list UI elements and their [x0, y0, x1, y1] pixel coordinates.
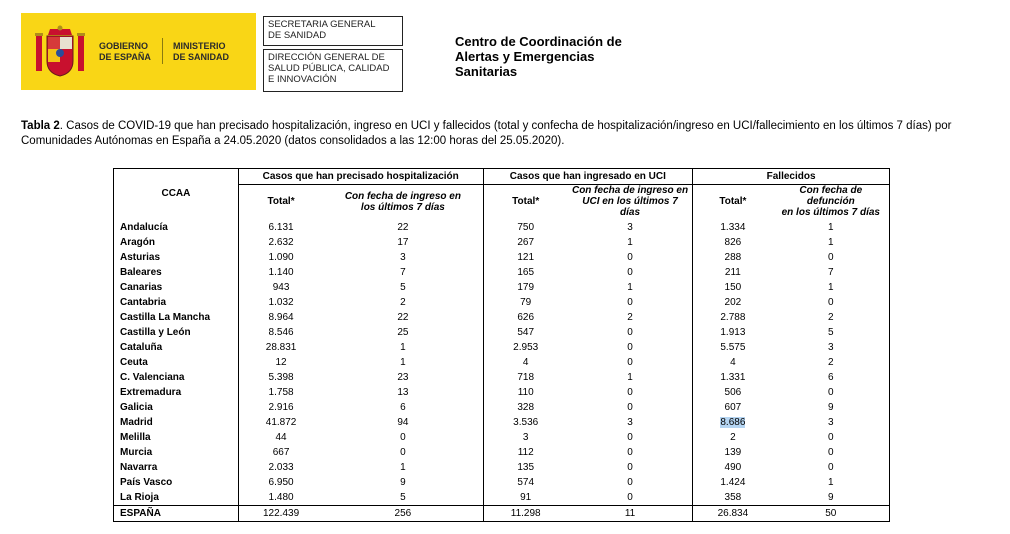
value-cell: 328 — [483, 400, 568, 415]
value-cell: 490 — [693, 460, 773, 475]
value-cell: 2.033 — [238, 460, 323, 475]
table-row — [114, 475, 890, 490]
table-row — [114, 340, 890, 355]
direccion-box: DIRECCIÓN GENERAL DE SALUD PÚBLICA, CALIDAD E INNOVACIÓN — [263, 49, 403, 92]
value-cell: 3 — [627, 417, 633, 428]
value-cell: 0 — [627, 432, 633, 443]
value-cell: 718 — [483, 370, 568, 385]
sub-header: Con fecha de ingreso en UCI en los últimos 7 días — [571, 185, 689, 218]
secretaria-box: SECRETARIA GENERAL DE SANIDAD — [263, 16, 403, 46]
value-cell: 0 — [627, 297, 633, 308]
total-cell: 50 — [773, 506, 890, 522]
government-logo-banner — [21, 13, 256, 90]
value-cell: 94 — [397, 417, 409, 428]
value-cell: 2.916 — [238, 400, 323, 415]
value-cell: 17 — [397, 237, 409, 248]
value-cell: 0 — [627, 402, 633, 413]
ccaa-cell: Cantabria — [120, 297, 167, 308]
value-cell: 1 — [400, 357, 406, 368]
ccaa-cell: Aragón — [120, 237, 155, 248]
ccaa-cell: Castilla y León — [120, 327, 191, 338]
value-cell — [693, 415, 773, 430]
value-cell: 9 — [828, 492, 834, 503]
value-cell: 13 — [397, 387, 409, 398]
value-cell: 121 — [483, 250, 568, 265]
value-cell: 1.032 — [238, 295, 323, 310]
ccaa-cell: Castilla La Mancha — [120, 312, 211, 323]
table-row — [114, 355, 890, 370]
value-cell: 110 — [483, 385, 568, 400]
value-cell: 0 — [627, 462, 633, 473]
group-uci: Casos que han ingresado en UCI — [483, 169, 693, 185]
ccaa-cell: Madrid — [120, 417, 153, 428]
table-row — [114, 310, 890, 325]
ccaa-cell: Asturias — [120, 252, 161, 263]
ccaa-cell: Navarra — [120, 462, 158, 473]
value-cell: 44 — [238, 430, 323, 445]
table-caption — [21, 119, 1001, 149]
value-cell: 0 — [828, 447, 834, 458]
value-cell: 3 — [828, 342, 834, 353]
value-cell: 0 — [828, 432, 834, 443]
value-cell: 8.546 — [238, 325, 323, 340]
value-cell: 79 — [483, 295, 568, 310]
sub-header: Con fecha de defunción en los últimos 7 días — [781, 185, 880, 218]
centro-title: Centro de Coordinación de Alertas y Emergencias Sanitarias — [455, 34, 622, 79]
value-cell: 202 — [693, 295, 773, 310]
value-cell: 0 — [828, 462, 834, 473]
value-cell: 1.331 — [693, 370, 773, 385]
sub-header: Total* — [483, 185, 568, 219]
ccaa-cell: La Rioja — [120, 492, 159, 503]
value-cell: 5 — [400, 282, 406, 293]
value-cell: 4 — [483, 355, 568, 370]
caption-label: Tabla 2 — [21, 120, 60, 132]
value-cell: 1.424 — [693, 475, 773, 490]
value-cell: 0 — [828, 387, 834, 398]
value-cell: 0 — [400, 447, 406, 458]
value-cell: 1.480 — [238, 490, 323, 506]
value-cell: 211 — [693, 265, 773, 280]
value-cell: 3 — [400, 252, 406, 263]
covid-table — [113, 168, 890, 522]
value-cell: 6.131 — [238, 218, 323, 235]
value-cell: 41.872 — [238, 415, 323, 430]
value-cell: 0 — [627, 447, 633, 458]
value-cell: 150 — [693, 280, 773, 295]
value-cell: 6.950 — [238, 475, 323, 490]
value-cell: 1.140 — [238, 265, 323, 280]
table-row — [114, 295, 890, 310]
value-cell: 1.334 — [693, 218, 773, 235]
value-cell: 0 — [627, 342, 633, 353]
value-cell: 28.831 — [238, 340, 323, 355]
value-cell: 0 — [627, 327, 633, 338]
total-cell: 256 — [323, 506, 483, 522]
ccaa-header: CCAA — [161, 188, 191, 199]
value-cell: 943 — [238, 280, 323, 295]
value-cell: 139 — [693, 445, 773, 460]
logo-divider — [162, 38, 163, 64]
value-cell: 667 — [238, 445, 323, 460]
value-cell: 165 — [483, 265, 568, 280]
value-cell: 1.090 — [238, 250, 323, 265]
table-row — [114, 385, 890, 400]
value-cell: 12 — [238, 355, 323, 370]
value-cell: 3.536 — [483, 415, 568, 430]
value-cell: 5.398 — [238, 370, 323, 385]
value-cell: 9 — [400, 477, 406, 488]
value-cell: 2 — [627, 312, 633, 323]
value-cell: 0 — [627, 252, 633, 263]
table-row — [114, 415, 890, 430]
value-cell: 5 — [828, 327, 834, 338]
value-cell: 1 — [828, 282, 834, 293]
total-label: ESPAÑA — [114, 506, 239, 522]
table-row — [114, 445, 890, 460]
value-cell: 0 — [627, 387, 633, 398]
value-cell: 1 — [400, 342, 406, 353]
value-cell: 91 — [483, 490, 568, 506]
value-cell: 267 — [483, 235, 568, 250]
value-cell: 2.953 — [483, 340, 568, 355]
ccaa-cell: Ceuta — [120, 357, 148, 368]
total-cell: 11 — [568, 506, 693, 522]
value-cell: 2.632 — [238, 235, 323, 250]
value-cell: 3 — [483, 430, 568, 445]
value-cell: 1 — [828, 477, 834, 488]
value-cell: 8.964 — [238, 310, 323, 325]
value-cell: 607 — [693, 400, 773, 415]
caption-text: . Casos de COVID-19 que han precisado hospitalización, ingreso en UCI y fallecidos (total y confecha de hospitalización/ingreso en UCI/fallecimiento en los últimos 7 días) por Comunidades Autónomas en España a 24.05.2020 (datos consolidados a las 12:00 horas del 25.05.2020). — [21, 120, 952, 147]
value-cell: 1 — [627, 237, 633, 248]
total-cell: 26.834 — [693, 506, 773, 522]
value-cell: 7 — [828, 267, 834, 278]
logo-ministerio-text: MINISTERIO DE SANIDAD — [173, 41, 230, 62]
table-row — [114, 490, 890, 506]
ccaa-cell: Andalucía — [120, 222, 168, 233]
sub-header: Total* — [238, 185, 323, 219]
value-cell: 2 — [828, 357, 834, 368]
coat-of-arms-icon — [34, 25, 86, 79]
value-cell: 1 — [828, 222, 834, 233]
value-cell: 23 — [397, 372, 409, 383]
selected-text[interactable]: 8.686 — [720, 417, 746, 428]
value-cell: 626 — [483, 310, 568, 325]
value-cell: 0 — [828, 252, 834, 263]
value-cell: 1.758 — [238, 385, 323, 400]
total-row — [114, 506, 890, 522]
value-cell: 9 — [828, 402, 834, 413]
ccaa-cell: Baleares — [120, 267, 162, 278]
value-cell: 1 — [627, 282, 633, 293]
logo-gobierno-text: GOBIERNO DE ESPAÑA — [99, 41, 151, 62]
group-fallecidos: Fallecidos — [693, 169, 890, 185]
table-row — [114, 265, 890, 280]
table-row — [114, 325, 890, 340]
ccaa-cell: Canarias — [120, 282, 163, 293]
value-cell: 6 — [828, 372, 834, 383]
value-cell: 358 — [693, 490, 773, 506]
value-cell: 22 — [397, 222, 409, 233]
table-row — [114, 235, 890, 250]
value-cell: 5.575 — [693, 340, 773, 355]
value-cell: 0 — [627, 267, 633, 278]
value-cell: 1.913 — [693, 325, 773, 340]
table-row — [114, 218, 890, 235]
value-cell: 2 — [828, 312, 834, 323]
value-cell: 179 — [483, 280, 568, 295]
value-cell: 3 — [627, 222, 633, 233]
ccaa-cell: Murcia — [120, 447, 153, 458]
value-cell: 1 — [828, 237, 834, 248]
value-cell: 5 — [400, 492, 406, 503]
value-cell: 0 — [400, 432, 406, 443]
value-cell: 135 — [483, 460, 568, 475]
value-cell: 3 — [828, 417, 834, 428]
ccaa-cell: C. Valenciana — [120, 372, 185, 383]
table-row — [114, 460, 890, 475]
table-row — [114, 430, 890, 445]
ccaa-cell: Melilla — [120, 432, 151, 443]
value-cell: 288 — [693, 250, 773, 265]
value-cell: 6 — [400, 402, 406, 413]
value-cell: 2 — [693, 430, 773, 445]
value-cell: 1 — [400, 462, 406, 473]
value-cell: 22 — [397, 312, 409, 323]
value-cell: 0 — [828, 297, 834, 308]
value-cell: 506 — [693, 385, 773, 400]
sub-header: Total* — [693, 185, 773, 219]
value-cell: 0 — [627, 492, 633, 503]
value-cell: 0 — [627, 477, 633, 488]
value-cell: 25 — [397, 327, 409, 338]
value-cell: 1 — [627, 372, 633, 383]
ccaa-cell: País Vasco — [120, 477, 173, 488]
ccaa-cell: Cataluña — [120, 342, 163, 353]
ccaa-cell: Extremadura — [120, 387, 182, 398]
value-cell: 112 — [483, 445, 568, 460]
value-cell: 826 — [693, 235, 773, 250]
value-cell: 547 — [483, 325, 568, 340]
table-row — [114, 280, 890, 295]
value-cell: 0 — [627, 357, 633, 368]
table-row — [114, 370, 890, 385]
value-cell: 7 — [400, 267, 406, 278]
sub-header: Con fecha de ingreso en los últimos 7 días — [344, 190, 461, 213]
group-hospitalizacion: Casos que han precisado hospitalización — [238, 169, 483, 185]
value-cell: 574 — [483, 475, 568, 490]
value-cell: 750 — [483, 218, 568, 235]
total-cell: 11.298 — [483, 506, 568, 522]
table-row — [114, 400, 890, 415]
value-cell: 2 — [400, 297, 406, 308]
value-cell: 2.788 — [693, 310, 773, 325]
table-body — [114, 218, 890, 506]
value-cell: 4 — [693, 355, 773, 370]
table-row — [114, 250, 890, 265]
total-cell: 122.439 — [238, 506, 323, 522]
ccaa-cell: Galicia — [120, 402, 153, 413]
